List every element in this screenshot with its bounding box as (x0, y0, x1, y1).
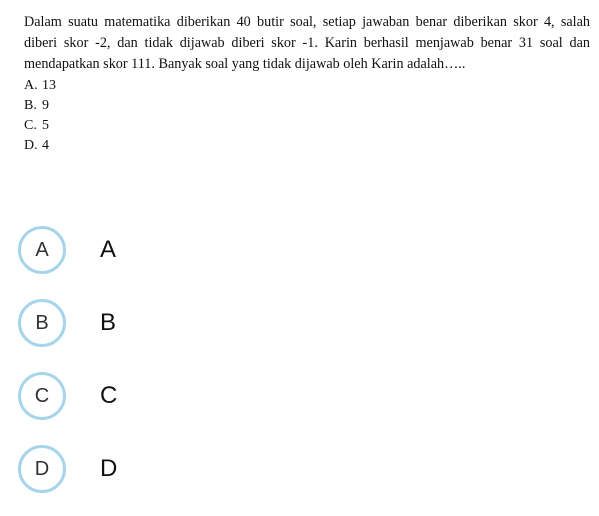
option-letter: C. (24, 118, 37, 133)
option-letter: D. (24, 138, 38, 153)
option-letter: A. (24, 78, 38, 93)
option-item-c (24, 116, 56, 136)
option-item-a (24, 76, 56, 96)
option-list (24, 76, 56, 156)
answer-label-c[interactable]: C (100, 382, 118, 409)
answer-circle-c[interactable]: C (18, 372, 66, 420)
answer-label-a[interactable]: A (100, 236, 117, 263)
answer-choices (18, 224, 318, 516)
answer-choice-a[interactable] (18, 224, 318, 276)
answer-choice-b[interactable] (18, 297, 318, 349)
answer-choice-d[interactable] (18, 443, 318, 495)
option-letter: B. (24, 98, 37, 113)
answer-circle-b[interactable]: B (18, 299, 66, 347)
answer-circle-a[interactable]: A (18, 226, 66, 274)
option-item-d (24, 136, 56, 156)
option-value: 5 (42, 118, 49, 133)
answer-choice-c[interactable] (18, 370, 318, 422)
option-item-b (24, 96, 56, 116)
option-value: 9 (42, 98, 49, 113)
answer-circle-d[interactable]: D (18, 445, 66, 493)
answer-label-b[interactable]: B (100, 309, 117, 336)
option-value: 13 (42, 78, 56, 93)
answer-label-d[interactable]: D (100, 455, 118, 482)
option-value: 4 (42, 138, 49, 153)
question-text: Dalam suatu matematika diberikan 40 butir soal, setiap jawaban benar diberikan skor 4, salah diberi skor -2, dan tidak dijawab diberi skor -1. Karin berhasil menjawab benar 31 soal dan mendapatkan skor 111. Banyak soal yang tidak dijawab oleh Karin adalah….. (24, 14, 590, 72)
